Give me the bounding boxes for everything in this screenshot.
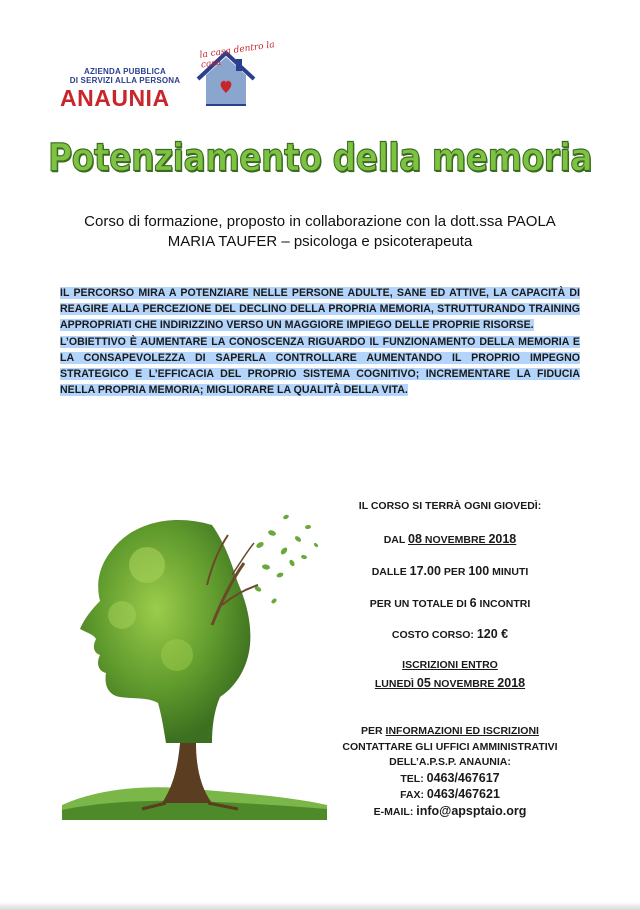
course-start-date: DAL 08 NOVEMBRE 2018	[383, 532, 517, 546]
subtitle-line-2: MARIA TAUFER – psicologa e psicoterapeuta	[167, 233, 473, 250]
contact-fax: FAX: 0463/467621	[400, 787, 500, 801]
logo-name: ANAUNIA	[60, 85, 170, 111]
course-subtitle	[60, 212, 580, 252]
enrollment-deadline-date: LUNEDÌ 05 NOVEMBRE 2018	[374, 676, 526, 690]
logo-line-2: DI SERVIZI ALLA PERSONA	[69, 76, 181, 85]
course-time: DALLE 17.00 PER 100 MINUTI	[371, 564, 529, 578]
contact-line-2: CONTATTARE GLI UFFICI AMMINISTRATIVI	[342, 740, 558, 753]
contact-tel: TEL: 0463/467617	[400, 770, 500, 785]
enrollment-deadline-label: ISCRIZIONI ENTRO	[402, 659, 498, 671]
contact-line-1: PER INFORMAZIONI ED ISCRIZIONI	[361, 725, 539, 737]
tree-head-illustration	[62, 505, 327, 820]
schedule-heading: IL CORSO SI TERRÀ OGNI GIOVEDÌ:	[358, 500, 542, 512]
apsp-anaunia-logo	[60, 40, 280, 115]
logo-tagline: la casa dentro la casa	[198, 40, 276, 71]
course-cost: COSTO CORSO: 120 €	[391, 627, 509, 641]
contact-block	[325, 724, 575, 820]
email-link[interactable]: info@apsptaio.org	[416, 803, 527, 818]
description-paragraph-2: L’OBIETTIVO È AUMENTARE LA CONOSCENZA RIGUARDO IL FUNZIONAMENTO DELLA MEMORIA E LA CONSAPEVOLEZZA DI SAPERLA CONTROLLARE AUMENTANDO IL PROPRIO IMPEGNO STRATEGICO E L’EFFICACIA DEL PROPRIO SISTEMA COGNITIVO; INCREMENTARE LA FIDUCIA NELLA PROPRIA MEMORIA; MIGLIORARE LA QUALITÀ DELLA VITA.	[60, 335, 580, 397]
contact-email: E-MAIL: info@apsptaio.org	[373, 803, 527, 818]
page-title: Potenziamento della memoria	[47, 135, 593, 180]
contact-line-3: DELL’A.P.S.P. ANAUNIA:	[389, 756, 511, 768]
logo-line-1: AZIENDA PUBBLICA	[83, 67, 166, 76]
description-paragraph-1: IL PERCORSO MIRA A POTENZIARE NELLE PERSONE ADULTE, SANE ED ATTIVE, LA CAPACITÀ DI REAGIRE ALLA PERCEZIONE DEL DECLINO DELLA PROPRIA MEMORIA, STRUTTURANDO TRAINING APPROPRIATI CHE INDIRIZZINO VERSO UN MAGGIORE IMPIEGO DELLE PROPRIE RISORSE.	[60, 287, 580, 332]
course-total-meetings: PER UN TOTALE DI 6 INCONTRI	[369, 596, 531, 610]
page-bottom-edge	[0, 902, 640, 910]
course-description	[60, 285, 580, 398]
subtitle-line-1: Corso di formazione, proposto in collaborazione con la dott.ssa PAOLA	[84, 213, 556, 230]
